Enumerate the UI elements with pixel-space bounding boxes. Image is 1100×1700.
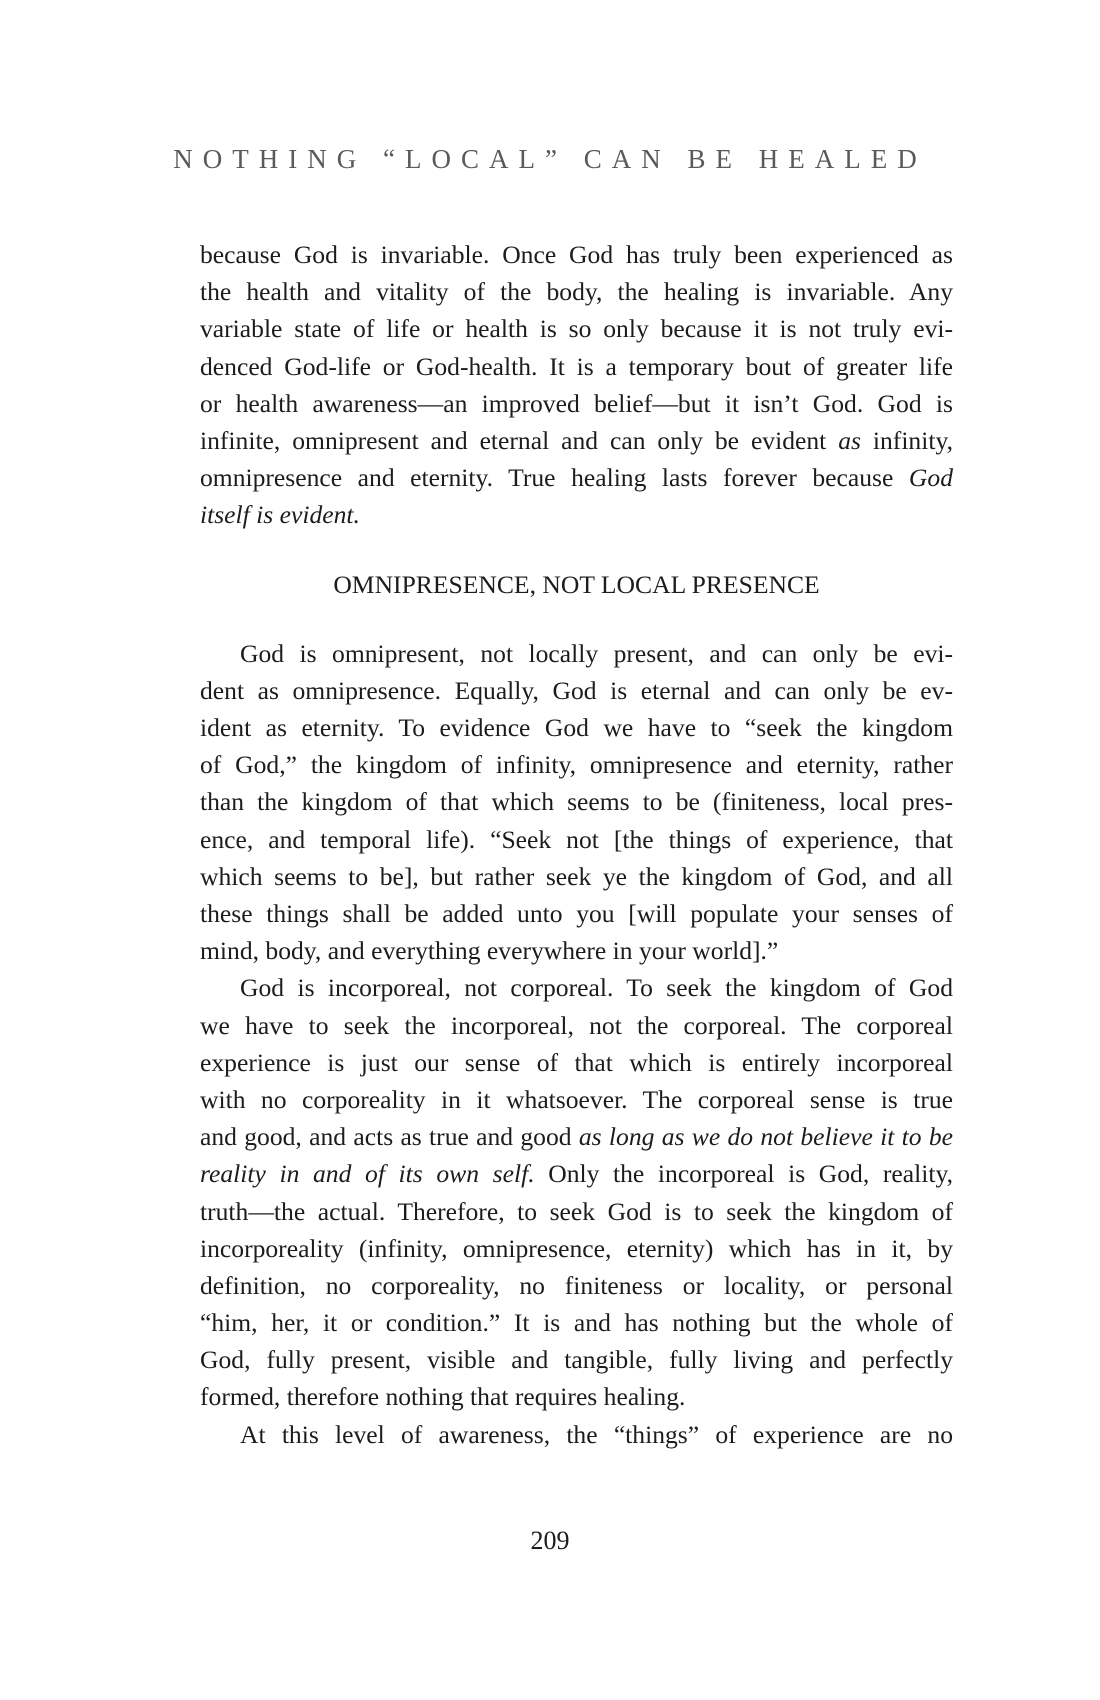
italic-text: itself is evident. xyxy=(200,500,360,530)
italic-text: as long as we do not believe it to be xyxy=(578,1122,953,1152)
paragraph-3 xyxy=(200,969,953,1415)
text-line xyxy=(200,1118,953,1155)
text-line: At this level of awareness, the “things” of experience are no xyxy=(240,1419,953,1449)
text-run: infinity, xyxy=(860,425,953,455)
text-line: God is omnipresent, not locally present, and can only be evi- xyxy=(240,638,953,668)
italic-text: reality in and of its own self. xyxy=(200,1159,535,1189)
text-line: these things shall be added unto you [will populate your senses of xyxy=(200,899,953,928)
text-line: denced God-life or God-health. It is a temporary bout of greater life xyxy=(200,351,953,381)
italic-text: as xyxy=(838,425,861,455)
paragraph-2 xyxy=(200,635,953,970)
text-line: mind, body, and everything everywhere in your world].” xyxy=(200,936,779,966)
running-head: NOTHING “LOCAL” CAN BE HEALED xyxy=(173,144,927,174)
section-heading: OMNIPRESENCE, NOT LOCAL PRESENCE xyxy=(333,569,820,599)
text-run: infinite, omnipresent and eternal and can only be evident xyxy=(200,425,839,455)
text-line: truth—the actual. Therefore, to seek God is to seek the kingdom of xyxy=(200,1196,953,1226)
text-line: God, fully present, visible and tangible, fully living and perfectly xyxy=(200,1345,953,1375)
text-line: the health and vitality of the body, the healing is invariable. Any xyxy=(200,277,953,307)
text-run: omnipresence and eternity. True healing lasts forever because xyxy=(200,463,909,493)
text-line: dent as omnipresence. Equally, God is eternal and can only be ev- xyxy=(200,675,953,705)
text-line xyxy=(200,1155,953,1192)
paragraph-4 xyxy=(200,1416,953,1453)
text-line xyxy=(200,422,953,459)
text-line: than the kingdom of that which seems to be (finiteness, local pres- xyxy=(200,787,953,817)
paragraph-1 xyxy=(200,236,953,534)
text-run: Only the incorporeal is God, reality, xyxy=(534,1159,953,1189)
body-text xyxy=(200,236,953,1453)
text-run: and good, and acts as true and good xyxy=(200,1122,579,1152)
text-line: God is incorporeal, not corporeal. To seek the kingdom of God xyxy=(240,973,953,1003)
text-line: formed, therefore nothing that requires healing. xyxy=(200,1382,686,1412)
text-line: which seems to be], but rather seek ye the kingdom of God, and all xyxy=(200,861,953,891)
text-line: ence, and temporal life). “Seek not [the things of experience, that xyxy=(200,824,953,854)
text-line: of God,” the kingdom of infinity, omnipresence and eternity, rather xyxy=(200,750,953,780)
text-line xyxy=(200,496,953,533)
text-line: “him, her, it or condition.” It is and has nothing but the whole of xyxy=(200,1308,953,1338)
text-line: experience is just our sense of that which is entirely incorporeal xyxy=(200,1047,953,1077)
page-number: 209 xyxy=(530,1526,570,1555)
text-line: ident as eternity. To evidence God we have to “seek the kingdom xyxy=(200,713,953,743)
text-line: we have to seek the incorporeal, not the corporeal. The corporeal xyxy=(200,1010,953,1040)
text-line xyxy=(200,459,953,496)
italic-text: God xyxy=(908,463,953,493)
text-line: because God is invariable. Once God has truly been experienced as xyxy=(200,240,953,269)
text-line: variable state of life or health is so only because it is not truly evi- xyxy=(200,314,953,344)
text-line: with no corporeality in it whatsoever. The corporeal sense is true xyxy=(200,1084,953,1114)
text-line: or health awareness—an improved belief—but it isn’t God. God is xyxy=(200,388,953,418)
text-line: definition, no corporeality, no finiteness or locality, or personal xyxy=(200,1270,953,1300)
text-line: incorporeality (infinity, omnipresence, eternity) which has in it, by xyxy=(200,1233,953,1263)
